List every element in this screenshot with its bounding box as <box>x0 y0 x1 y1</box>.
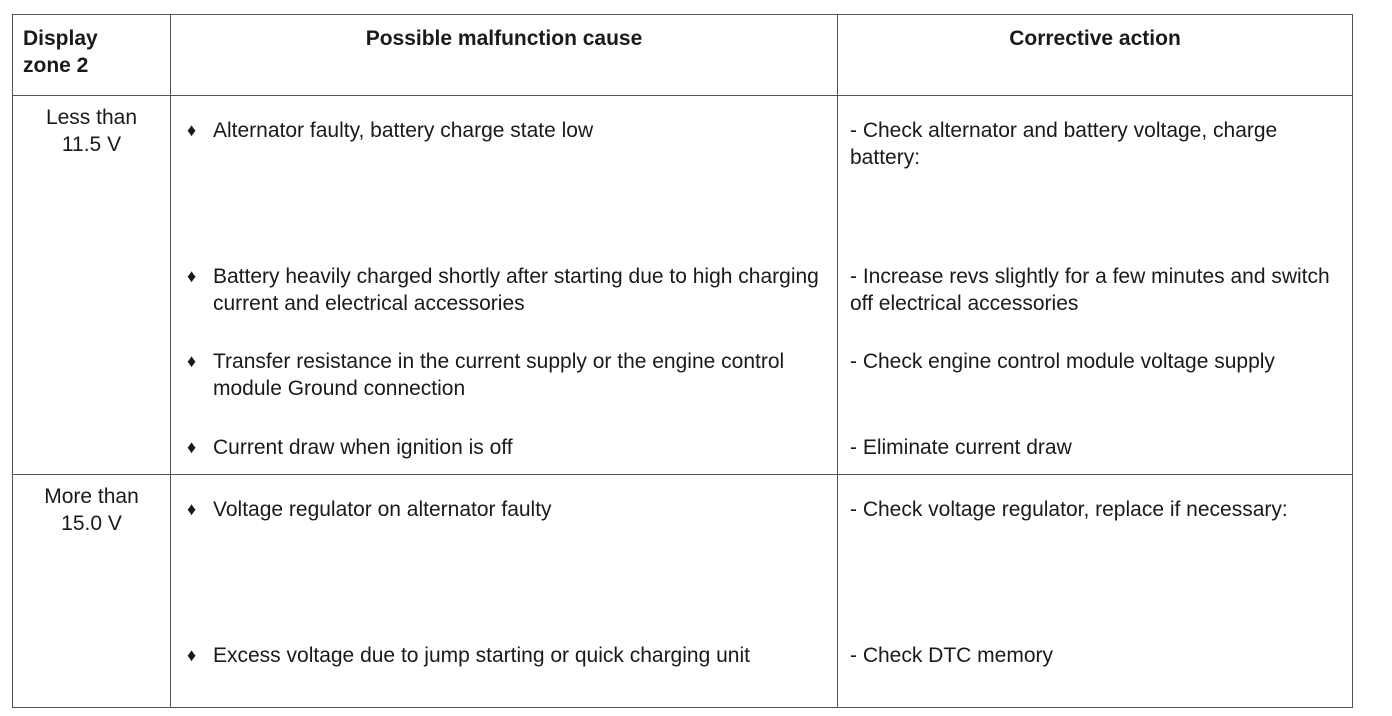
cause-item <box>171 496 837 523</box>
zone-low-line2: 11.5 V <box>61 133 122 156</box>
cause-text: Voltage regulator on alternator faulty <box>213 498 552 521</box>
cause-item <box>171 434 837 461</box>
diagnostic-table <box>12 14 1353 708</box>
cause-item <box>171 642 837 669</box>
diamond-bullet-icon: ♦ <box>187 437 197 457</box>
cause-text: Alternator faulty, battery charge state low <box>213 119 594 142</box>
zone-cell-low <box>13 96 171 475</box>
table-row-high-voltage <box>13 475 1353 708</box>
diamond-bullet-icon: ♦ <box>187 645 197 665</box>
cause-text: Battery heavily charged shortly after starting due to high charging current and electrical accessories <box>213 265 819 315</box>
action-item: - Increase revs slightly for a few minutes and switch off electrical accessories <box>850 265 1330 315</box>
cause-cell-high <box>171 475 838 708</box>
cause-cell-low <box>171 96 838 475</box>
cause-item <box>171 117 837 144</box>
header-row <box>13 15 1353 96</box>
action-cell-high <box>838 475 1353 708</box>
zone-high-line1: More than <box>44 485 139 508</box>
action-item: - Eliminate current draw <box>850 436 1072 459</box>
zone-high-line2: 15.0 V <box>61 512 122 535</box>
header-display-zone-line2: zone 2 <box>23 54 89 77</box>
cause-text: Transfer resistance in the current supply or the engine control module Ground connection <box>213 350 785 400</box>
header-possible-cause: Possible malfunction cause <box>171 15 838 96</box>
zone-low-line1: Less than <box>45 106 138 129</box>
header-corrective-action: Corrective action <box>838 15 1353 96</box>
zone-cell-high <box>13 475 171 708</box>
diamond-bullet-icon: ♦ <box>187 351 197 371</box>
cause-item <box>171 263 837 317</box>
diamond-bullet-icon: ♦ <box>187 266 197 286</box>
action-item: - Check engine control module voltage supply <box>850 350 1275 373</box>
action-item: - Check DTC memory <box>850 644 1054 667</box>
header-display-zone-line1: Display <box>23 27 98 50</box>
action-item: - Check alternator and battery voltage, charge battery: <box>850 119 1278 169</box>
table-row-low-voltage <box>13 96 1353 475</box>
diamond-bullet-icon: ♦ <box>187 120 197 140</box>
header-display-zone <box>13 15 171 96</box>
diamond-bullet-icon: ♦ <box>187 499 197 519</box>
cause-text: Excess voltage due to jump starting or quick charging unit <box>213 644 750 667</box>
action-cell-low <box>838 96 1353 475</box>
cause-text: Current draw when ignition is off <box>213 436 513 459</box>
action-item: - Check voltage regulator, replace if necessary: <box>850 498 1288 521</box>
cause-item <box>171 348 837 402</box>
